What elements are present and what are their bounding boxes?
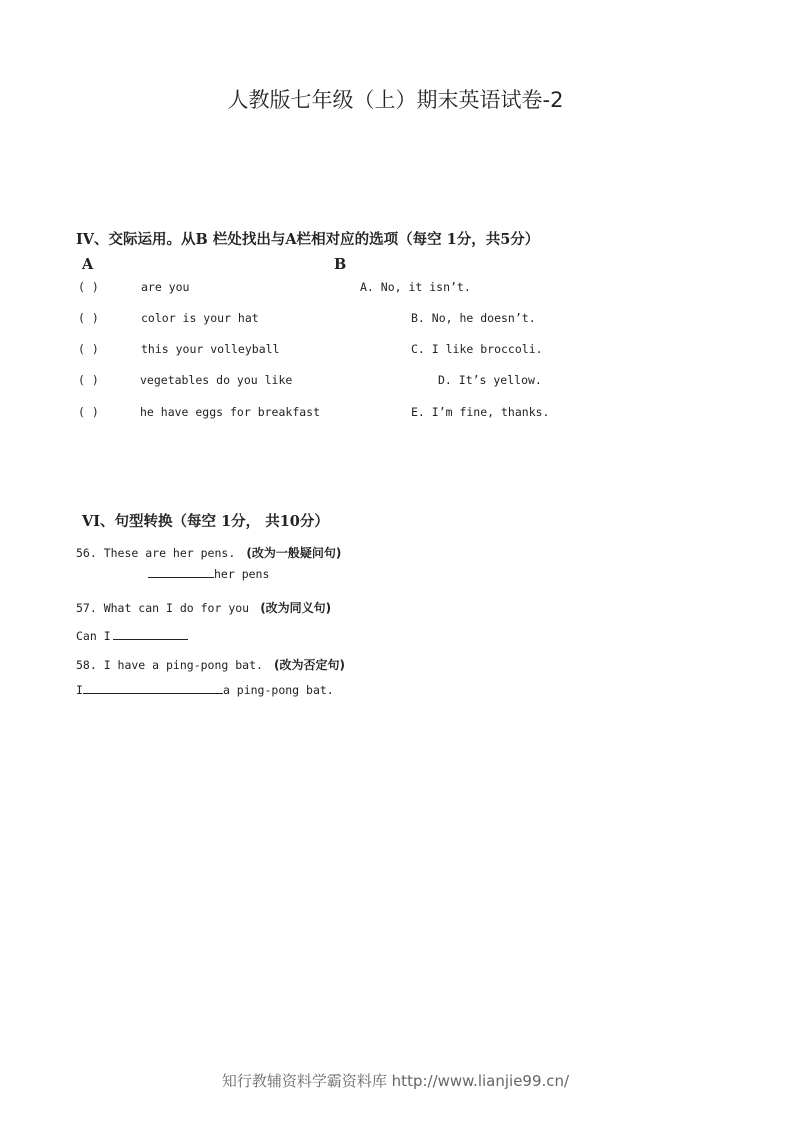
- row-a-text: vegetables do you like: [140, 373, 293, 387]
- answer-paren[interactable]: ( ): [78, 405, 99, 419]
- question-58: [76, 654, 345, 673]
- question-57-note: (改为同义句): [260, 601, 332, 615]
- answer-suffix: a ping-pong bat.: [222, 683, 334, 697]
- question-58-text: 58. I have a ping-pong bat.: [76, 658, 263, 672]
- section-6-heading: VI、句型转换（每空 1分， 共10分）: [82, 513, 329, 530]
- answer-paren[interactable]: ( ): [78, 373, 99, 387]
- row-a-text: he have eggs for breakfast: [140, 405, 321, 419]
- answer-paren[interactable]: ( ): [78, 311, 99, 325]
- answer-prefix: I: [76, 683, 83, 697]
- column-b-header: B: [334, 256, 347, 273]
- answer-suffix: her pens: [214, 567, 270, 581]
- question-57: [76, 597, 331, 616]
- row-b-text: E. I’m fine, thanks.: [411, 405, 550, 419]
- question-58-answer: [76, 681, 334, 697]
- question-58-note: (改为否定句): [274, 658, 346, 672]
- answer-blank[interactable]: [113, 627, 188, 640]
- section-4-heading: IV、交际运用。从B 栏处找出与A栏相对应的选项（每空 1分，共5分）: [76, 231, 540, 248]
- answer-paren[interactable]: ( ): [78, 280, 99, 294]
- answer-blank[interactable]: [83, 681, 223, 694]
- row-b-text: A. No, it isn’t.: [360, 280, 471, 294]
- question-56-note: (改为一般疑问句): [246, 546, 342, 560]
- question-57-answer: [76, 627, 188, 643]
- answer-paren[interactable]: ( ): [78, 342, 99, 356]
- question-56-text: 56. These are her pens.: [76, 546, 236, 560]
- column-a-header: A: [82, 256, 94, 273]
- row-b-text: B. No, he doesn’t.: [411, 311, 536, 325]
- row-b-text: C. I like broccoli.: [411, 342, 543, 356]
- question-56-answer: [148, 565, 269, 581]
- page-title: 人教版七年级（上）期末英语试卷-2: [227, 88, 564, 112]
- row-a-text: are you: [141, 280, 190, 294]
- answer-blank[interactable]: [148, 565, 214, 578]
- question-57-text: 57. What can I do for you: [76, 601, 250, 615]
- row-a-text: this your volleyball: [141, 342, 280, 356]
- row-a-text: color is your hat: [141, 311, 259, 325]
- question-56: [76, 542, 341, 561]
- row-b-text: D. It’s yellow.: [438, 373, 542, 387]
- footer-watermark: 知行教辅资料学霸资料库 http://www.lianjie99.cn/: [221, 1072, 570, 1090]
- answer-prefix: Can I: [76, 629, 111, 643]
